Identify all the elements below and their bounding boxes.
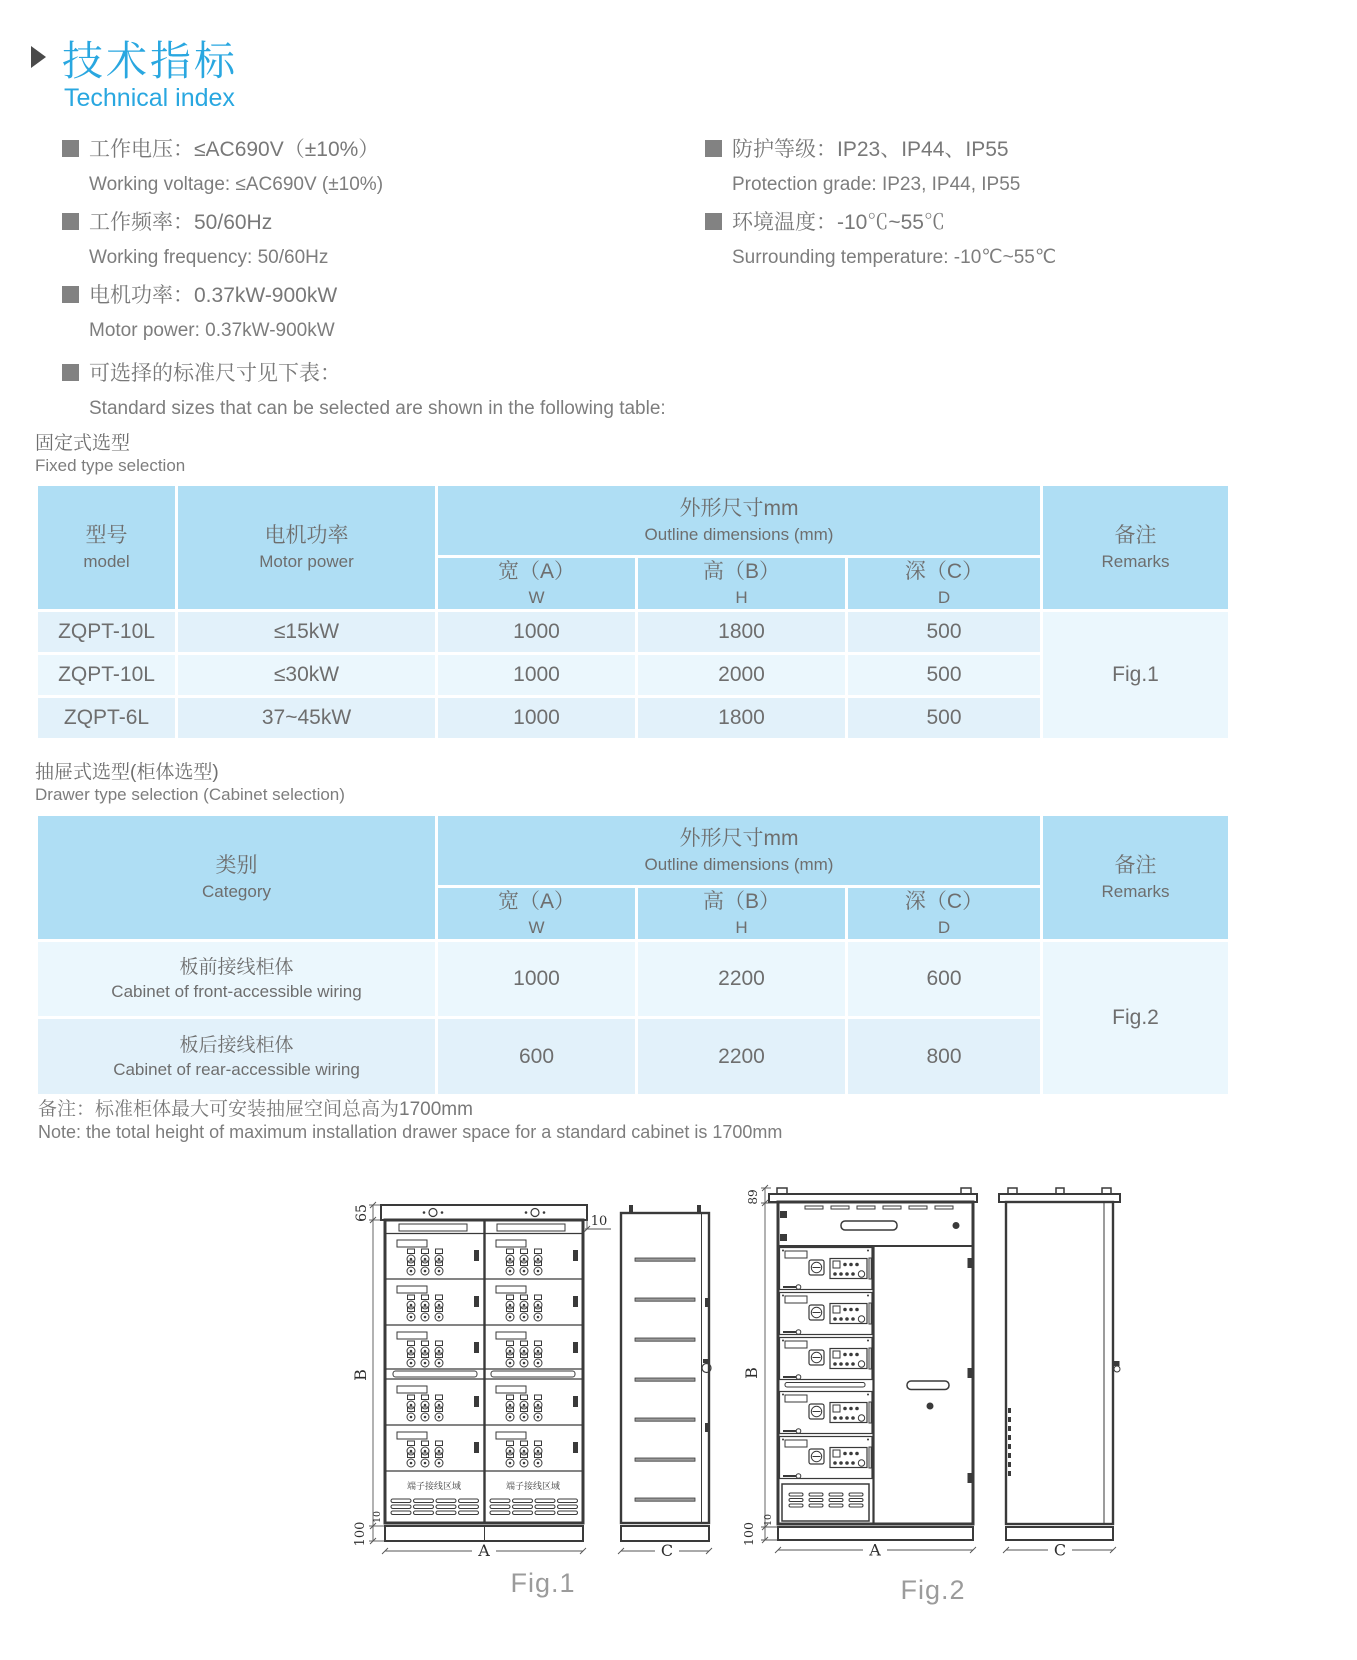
intro-cn: 可选择的标准尺寸见下表： [89,362,341,385]
spec-label-cn: 环境温度：-10℃~55℃ [732,211,945,234]
spec-label-cn: 工作频率：50/60Hz [89,211,273,234]
fig2-side-view [999,1188,1120,1540]
fig1-dim-offset: 10 [590,1214,608,1229]
spec-item [62,201,383,274]
fig2-dimension-lines [761,1185,778,1543]
th-width: 宽（A） W [437,557,637,611]
spec-label-en: Surrounding temperature: -10℃~55℃ [732,247,1057,268]
spec-item [705,201,1056,274]
cell-category: 板前接线柜体 Cabinet of front-accessible wiring [37,941,437,1018]
table-row [37,611,1230,654]
square-bullet-icon [705,213,722,230]
specs-left-column [62,128,383,347]
spec-label-en: Working voltage: ≤AC690V (±10%) [89,173,384,195]
th-outline-dimensions: 外形尺寸mm Outline dimensions (mm) [437,485,1042,557]
intro-en: Standard sizes that can be selected are shown in the following table: [89,397,666,419]
fixed-type-table-wrap [35,483,1231,741]
th-outline-dimensions: 外形尺寸mm Outline dimensions (mm) [437,815,1042,887]
cell-remark: Fig.2 [1042,941,1230,1096]
cell-d: 500 [847,697,1042,740]
cell-power: ≤30kW [177,654,437,697]
table-intro [62,352,666,425]
drawer-type-table [35,813,1231,1097]
cell-w: 1000 [437,697,637,740]
th-remarks: 备注 Remarks [1042,815,1230,941]
square-bullet-icon [62,140,79,157]
fixed-section-title-cn: 固定式选型 [35,433,131,454]
fixed-type-table [35,483,1231,741]
square-bullet-icon [62,213,79,230]
spec-item [705,128,1056,201]
cell-model: ZQPT-6L [37,697,177,740]
fig2-dim-base: 100 [741,1522,756,1546]
th-width: 宽（A） W [437,887,637,941]
page-title-en: Technical index [64,84,235,112]
fig1-caption: Fig.1 [510,1568,576,1598]
note-cn: 备注：标准柜体最大可安装抽屉空间总高为1700mm [38,1099,473,1120]
cell-remark: Fig.1 [1042,611,1230,740]
fig1-side-view [621,1205,711,1541]
cell-w: 1000 [437,941,637,1018]
spec-label-cn: 防护等级：IP23、IP44、IP55 [732,138,1009,161]
cell-power: ≤15kW [177,611,437,654]
th-remarks: 备注 Remarks [1042,485,1230,611]
fig1-dim-width: A [478,1541,490,1560]
spec-label-cn: 电机功率：0.37kW-900kW [89,284,338,307]
cell-w: 1000 [437,611,637,654]
th-depth: 深（C） D [847,557,1042,611]
fig1-drawing [333,1183,753,1563]
cell-d: 600 [847,941,1042,1018]
cell-model: ZQPT-10L [37,654,177,697]
cell-w: 600 [437,1018,637,1096]
header-row [37,485,1230,557]
fig1-dim-depth: C [660,1541,674,1560]
spec-label-en: Protection grade: IP23, IP44, IP55 [732,173,1021,195]
spec-item [62,128,383,201]
fig1-front-view [381,1205,587,1541]
cell-h: 2000 [637,654,847,697]
th-height: 高（B） H [637,557,847,611]
th-motor-power: 电机功率 Motor power [177,485,437,611]
specs-right-column [705,128,1056,274]
spec-label-en: Motor power: 0.37kW-900kW [89,319,335,341]
cell-h: 1800 [637,611,847,654]
fig1-dim-base: 100 [353,1521,368,1547]
spec-label-cn: 工作电压：≤AC690V（±10%） [89,138,380,161]
th-depth: 深（C） D [847,887,1042,941]
fig2-caption: Fig.2 [900,1575,966,1605]
fig2-dim-gap: 10 [763,1513,774,1527]
note-en: Note: the total height of maximum installation drawer space for a standard cabinet is 1700mm [38,1122,783,1142]
square-bullet-icon [62,364,79,381]
fig2-front-view [769,1188,977,1540]
fixed-section-title-en: Fixed type selection [35,456,186,475]
section-arrow-icon [31,46,46,68]
cell-d: 500 [847,611,1042,654]
cell-h: 1800 [637,697,847,740]
th-height: 高（B） H [637,887,847,941]
cell-power: 37~45kW [177,697,437,740]
cell-d: 500 [847,654,1042,697]
cell-model: ZQPT-10L [37,611,177,654]
fig1-terminal-label: 端子接线区域 [505,1481,561,1491]
fig1-terminal-label: 端子接线区域 [406,1481,462,1491]
fig2 [723,1178,1143,1606]
table-row [37,941,1230,1018]
cell-d: 800 [847,1018,1042,1096]
drawer-section-title-en: Drawer type selection (Cabinet selection) [35,785,345,804]
square-bullet-icon [62,286,79,303]
spec-item [62,274,383,347]
spec-label-en: Working frequency: 50/60Hz [89,246,329,268]
th-model: 型号 model [37,485,177,611]
fig1 [333,1183,753,1599]
drawer-type-table-wrap [35,813,1231,1097]
th-category: 类别 Category [37,815,437,941]
fig2-dim-cap: 89 [746,1189,760,1205]
fig2-dim-height: B [742,1367,761,1379]
fig1-dim-cap: 65 [354,1204,370,1222]
cell-w: 1000 [437,654,637,697]
fig1-dim-height: B [351,1369,370,1381]
cell-h: 2200 [637,941,847,1018]
cell-category: 板后接线柜体 Cabinet of rear-accessible wiring [37,1018,437,1096]
fig2-dim-width: A [869,1540,881,1560]
fig2-drawing [723,1178,1143,1570]
page-title: 技术指标 [62,38,238,84]
fig1-dimension-lines [369,1202,385,1544]
square-bullet-icon [705,140,722,157]
fig1-dim-gap: 10 [372,1510,383,1524]
header-row [37,815,1230,887]
cell-h: 2200 [637,1018,847,1096]
drawer-section-title-cn: 抽屉式选型(柜体选型) [35,762,219,783]
fig2-dim-depth: C [1053,1540,1067,1560]
